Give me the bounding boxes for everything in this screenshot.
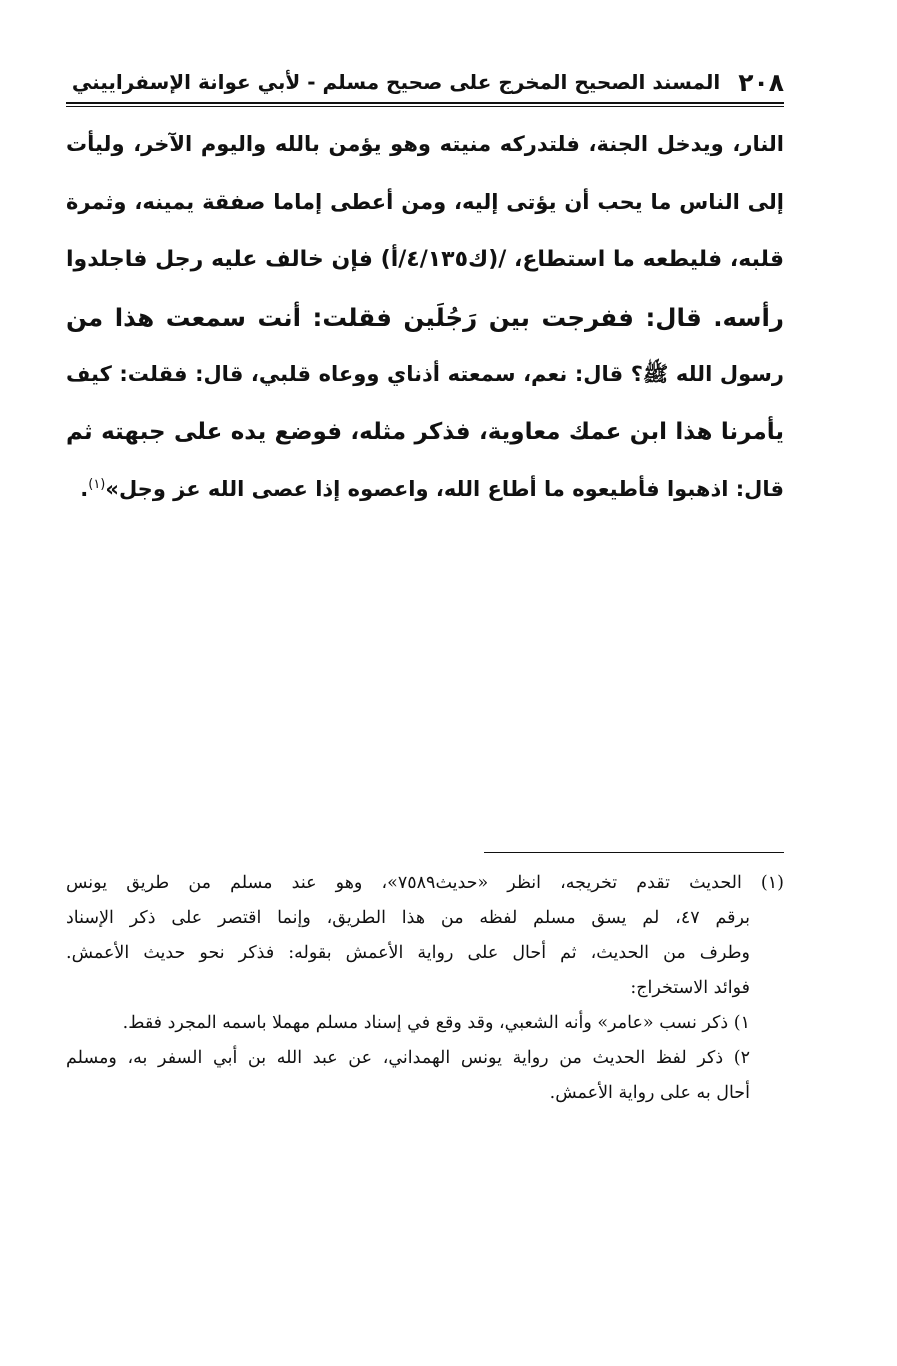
footnotes xyxy=(66,866,784,1111)
page-number: ٢٠٨ xyxy=(738,67,784,97)
main-text-line: رسول الله ﷺ؟ قال: نعم، سمعته أذناي ووعاه قلبي، قال: فقلت: كيف xyxy=(66,362,784,386)
footnote-line: ٢) ذكر لفظ الحديث من رواية يونس الهمداني، عن عبد الله بن أبي السفر به، ومسلم xyxy=(66,1048,750,1068)
main-text-line: قال: اذهبوا فأطيعوه ما أطاع الله، واعصوه إذا عصى الله عز وجل» xyxy=(105,477,784,501)
main-text-line: رأسه. قال: ففرجت بين رَجُلَين فقلت: أنت سمعت هذا من xyxy=(66,302,784,332)
footnote-line: برقم ٤٧، لم يسق مسلم لفظه من هذا الطريق، وإنما اقتصر على ذكر الإسناد xyxy=(66,908,750,928)
footnote-marker: (١) xyxy=(88,477,106,492)
footnote-line: أحال به على رواية الأعمش. xyxy=(549,1083,750,1103)
running-title: المسند الصحيح المخرج على صحيح مسلم - لأبي عوانة الإسفراييني xyxy=(71,70,721,94)
footnote-line: وطرف من الحديث، ثم أحال على رواية الأعمش بقوله: فذكر نحو حديث الأعمش. xyxy=(66,943,750,963)
main-text-last-line xyxy=(66,461,784,519)
footnote-line: (١) الحديث تقدم تخريجه، انظر «حديث٧٥٨٩»، وهو عند مسلم من طريق يونس xyxy=(66,873,784,893)
header-rule-thin xyxy=(66,106,784,107)
main-text xyxy=(66,116,784,519)
footnote-separator xyxy=(484,852,784,853)
main-text-line: يأمرنا هذا ابن عمك معاوية، فذكر مثله، فوضع يده على جبهته ثم xyxy=(66,418,784,445)
header-rule xyxy=(66,102,784,104)
main-text-line: النار، ويدخل الجنة، فلتدركه منيته وهو يؤمن بالله واليوم الآخر، وليأت xyxy=(66,132,784,156)
final-period: . xyxy=(80,477,89,501)
footnote-line: ١) ذكر نسب «عامر» وأنه الشعبي، وقد وقع في إسناد مسلم مهملا باسمه المجرد فقط. xyxy=(122,1013,750,1033)
footnote-line: فوائد الاستخراج: xyxy=(630,978,750,998)
main-text-line: قلبه، فليطعه ما استطاع، /(ك٤/١٣٥/أ) فإن خالف عليه رجل فاجلدوا xyxy=(66,247,784,272)
main-text-line: إلى الناس ما يحب أن يؤتى إليه، ومن أعطى إماما صفقة يمينه، وثمرة xyxy=(66,189,784,214)
page-header xyxy=(66,62,784,102)
